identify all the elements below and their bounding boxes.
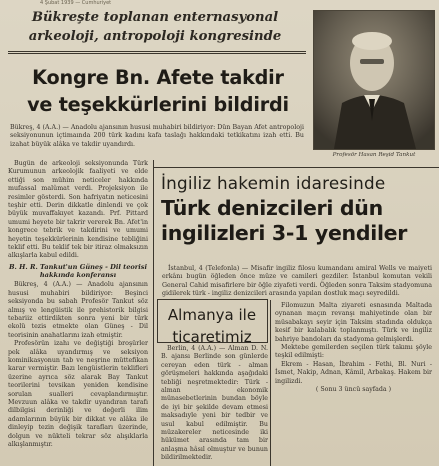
left-paragraph-1: Bugün de arkeoloji seksiyonunda Türk Kurumunun arkeolojik faaliyeti ve elde ettiği son mühim neticeler hakkında mufassal malûmat verdi. Projeksiyon ile resimler gösterdi. Son hafriyatın neticesini teşhir etti. Derin dikkatle dinlendi ve çok büyük muvaffakıyet kazandı. Prf. Pittard umumi heyete bir takrir vererek Bn. Afet'in kongrece tebrik ve takdirini ve umumi heyetin teşekkürlerinin kendisine tebliğini teklif etti. Bu teklif tek bir itiraz olmaksızın alkışlarla kabul edildi. — [8, 160, 148, 260]
almanya-head-line-1: Almanya ile — [167, 306, 257, 324]
match-paragraph-3: Ekrem - Hasan, İbrahim - Fethi, Bl. Nuri - İsmet, Nakip, Adnan, Kâmil, Arbakaş. Hakem bir ingilizdi. — [275, 360, 432, 385]
almanya-head-line-2: ticaretimiz — [172, 328, 252, 346]
almanya-paragraph: Berlin, 4 (A.A.) — Alman D. N. B. ajansı Berlinde son günlerde cereyan eden türk - alman görüşmeleri hakkında aşağıdaki tebliği neşretmektedir: Türk - alman ekonomik münasebetlerinin bundan böyle de iyi bir şekilde devam etmesi maksadıyle yeni bir tedbir ve usul kabul edilmiştir. Bu müzakereler neticesinde iki hükümet arasında tam bir anlaşma hâsıl olmuştur ve bunun bildirilmektedir. — [161, 345, 268, 462]
box-headline-line-2: ingilizleri 3-1 yendiler — [161, 221, 408, 245]
box-story-kicker: İngiliz hakemin idaresinde — [161, 173, 386, 193]
masthead-strip: 4 Şubat 1939 — Cumhuriyet — [40, 0, 112, 6]
column-divider-2 — [270, 300, 271, 466]
portrait-photo — [313, 10, 435, 150]
box-story-paragraph: İstanbul, 4 (Telefonla) — Misafir ingiliz filosu kumandanı amiral Wells ve maiyeti erkânı bugün öğleden önce müze ve camileri gezdiler. İstanbul komutan vekili General Cahid misafirlere bir öğle ziyafeti verdi. Öğleden sonra Taksim stadyomuna gidilerek türk - ingiliz denizcileri arasında yapılan dostluk maçı seyredildi. — [162, 265, 432, 298]
headline-line-2: ve teşekkürlerini bildirdi — [27, 93, 289, 116]
box-top-rule — [153, 167, 439, 168]
kicker-line-2: arkeoloji, antropoloji kongresinde — [28, 29, 282, 44]
match-report — [275, 302, 432, 394]
box-story-body — [162, 265, 432, 299]
almanya-body — [161, 345, 268, 463]
kicker-rule-2 — [8, 53, 306, 54]
match-paragraph-2: Mektebe gemilerden seçilen türk takımı şöyle teşkil edilmişti: — [275, 344, 432, 360]
left-column — [8, 160, 148, 449]
match-paragraph-1: Filomuzun Malta ziyareti esnasında Maltada oynanan maçın revanşı mahiyetinde olan bir müsabakayı seyir için Taksim stadında oldukça kesif bir kalabalık toplanmıştı. Türk ve ingiliz bahriye bandoları da stadyoma gelmişlerdi. — [275, 302, 432, 343]
subheading-tankut: B. H. R. Tankut'un Güneş - Dil teorisi hakkında konferansı — [8, 262, 148, 280]
kicker-rule — [8, 51, 306, 52]
intro-paragraph: Bükreş, 4 (A.A.) — Anadolu ajansının hususi muhabiri bildiriyor: Dün Bayan Afet antropoloji seksiyonunun içtimaında 200 türk kadını kafa taslağı hakkındaki tetkikatını izah etti. Bu izahat büyük alâka ve takdir uyandırdı. — [10, 124, 304, 148]
box-headline-line-1: Türk denizcileri dün — [161, 196, 383, 220]
left-paragraph-3: Profesörün izahı ve değiştiği broşürler pek alâka uyandırmış ve seksiyon kominikasyonun tab ve neşrine müttefikan karar vermiştir. Bazı lengüistlerin teklifleri üzerine ayrıca söz alarak Bay Tankut teorilerini tevsikan yeniden kendisine sorulan sualleri cevaplandırmıştır. Mevzuun alâka ve takdir uyandıran tarafı dilbilgisi derinliği ve değerli ilim adamlarının büyük bir dikkat ve alâka ile dinleyip tezin değişik tarafları üzerinde, dolgun ve nükteli tekrar söz alışıklarla alkışlanmıştır. — [8, 340, 148, 448]
column-divider — [153, 160, 154, 466]
left-paragraph-2: Bükreş, 4 (A.A.) — Anadolu ajansının hususi muhabiri bildiriyor: Beşinci seksiyonda bu sabah Profesör Tankut söz almış ve lengüistik ile prehistorik bilgisi tebariiz ettirdikten sonra yeni bir türk ekolü tezis etmekte olan Güneş - Dil teorisinin anahatlarını izah etmiştir. — [8, 281, 148, 339]
continued-note: ( Sonu 3 üncü sayfada ) — [315, 386, 392, 394]
kicker-line-1: Bükreşte toplanan enternasyonal — [31, 10, 279, 25]
main-headline — [8, 64, 308, 118]
portrait-image — [314, 11, 434, 149]
box-story-headline — [161, 196, 439, 246]
headline-line-1: Kongre Bn. Afete takdir — [32, 66, 284, 89]
almanya-headline — [158, 304, 266, 348]
kicker-heading — [6, 8, 304, 46]
photo-caption: Profesör Hasan Reşid Tankut — [332, 152, 416, 158]
